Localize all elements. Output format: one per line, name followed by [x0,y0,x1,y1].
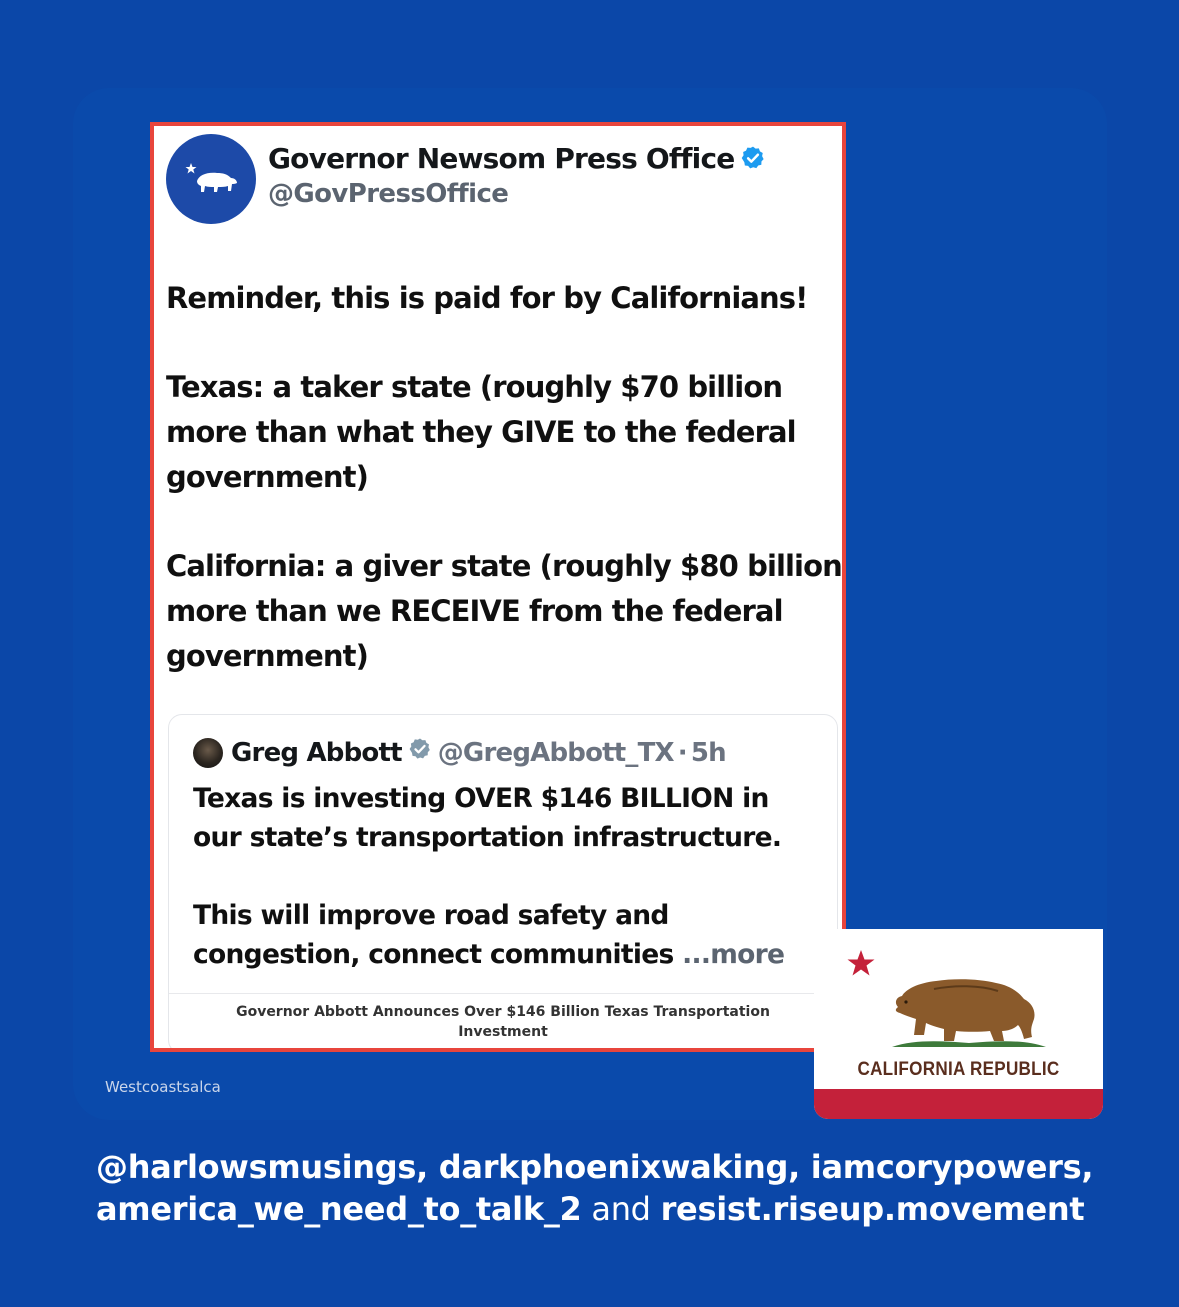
california-flag [814,929,1103,1119]
quoted-author-name: Greg Abbott [231,737,402,768]
collaborator-link[interactable]: resist.riseup.movement [660,1190,1085,1228]
quoted-author-handle: @GregAbbott_TX [437,737,674,768]
collaborator-link[interactable]: america_we_need_to_talk_2 [96,1190,582,1228]
collaborators-line-1[interactable]: @harlowsmusings, darkphoenixwaking, iamcorypowers, [96,1148,1094,1186]
collaborators-line-2 [96,1188,1136,1230]
tweet-paragraph: Texas: a taker state (roughly $70 billion more than what they GIVE to the federal government) [166,370,796,494]
watermark: Westcoastsalca [105,1078,221,1096]
flag-label: CALIFORNIA REPUBLIC [857,1059,1060,1080]
show-more-link[interactable]: ...more [682,939,785,970]
quoted-tweet-header [193,737,726,768]
link-preview-card[interactable] [169,993,837,1052]
verified-badge-icon [408,737,432,768]
tweet-author-name: Governor Newsom Press Office [268,142,766,178]
collaborators-caption [96,1146,1136,1230]
bear-icon [884,969,1054,1054]
quoted-avatar [193,738,223,768]
link-preview-title: Governor Abbott Announces Over $146 Billion Texas Transportation Investment [236,1004,770,1040]
quoted-timestamp: 5h [690,737,726,768]
tweet-body [166,276,842,723]
flag-red-stripe [814,1089,1103,1119]
verified-badge-icon [740,145,766,178]
tweet-paragraph: California: a giver state (roughly $80 billion more than we RECEIVE from the federal government) [166,549,842,673]
separator-dot: · [677,737,687,768]
tweet-author-handle: @GovPressOffice [268,179,509,209]
quoted-paragraph: Texas is investing OVER $146 BILLION in our state’s transportation infrastructure. [193,783,782,853]
tweet-paragraph: Reminder, this is paid for by Californians! [166,281,808,315]
bear-avatar-icon [166,134,256,224]
quoted-paragraph: This will improve road safety and congestion, connect communities ...more [193,900,785,970]
star-icon [846,949,876,977]
and-text: and [581,1190,661,1228]
tweet-screenshot [150,122,846,1052]
quoted-tweet-body [193,779,823,1013]
quoted-tweet[interactable] [168,714,838,1052]
